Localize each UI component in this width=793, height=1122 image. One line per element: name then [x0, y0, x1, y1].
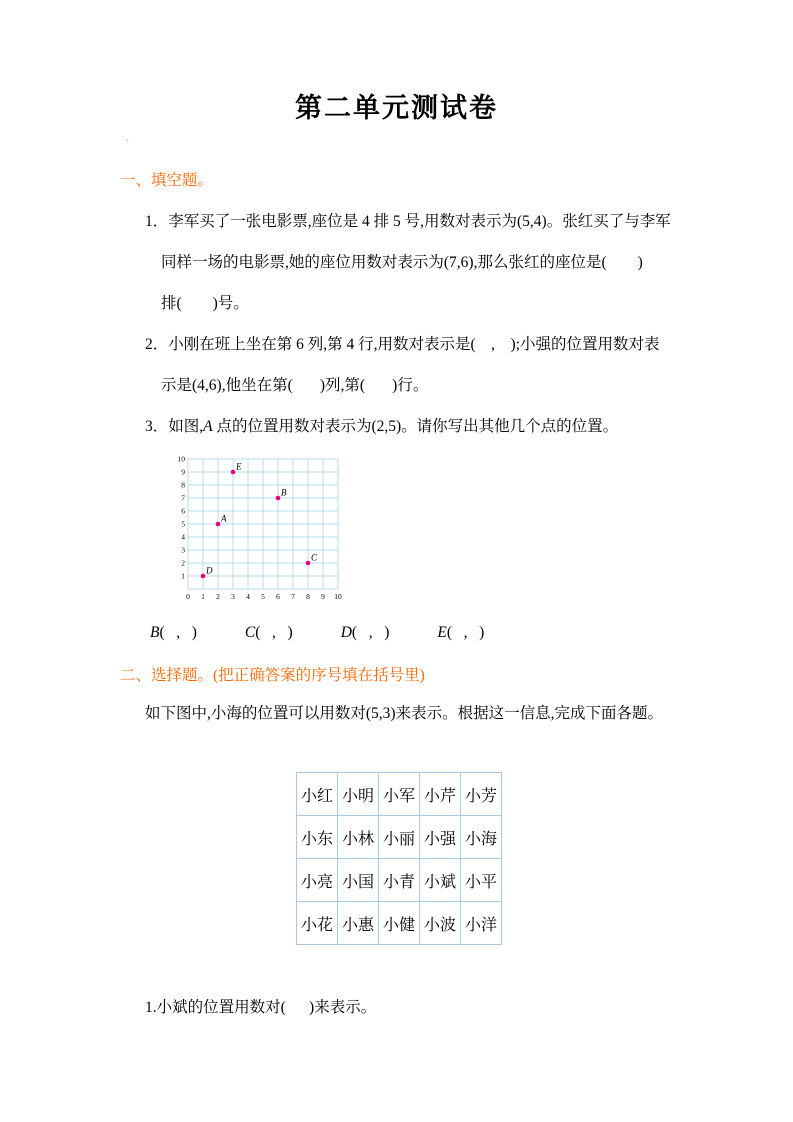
section-1-heading: 一、填空题。 — [120, 172, 214, 189]
answer-blank-e: E( , ) — [437, 624, 485, 641]
table-cell: 小芹 — [420, 773, 461, 816]
table-cell: 小林 — [338, 816, 379, 859]
question-1-line-1: 1．李军买了一张电影票,座位是 4 排 5 号,用数对表示为(5,4)。张红买了与李军 — [145, 213, 671, 230]
table-cell: 小惠 — [338, 902, 379, 945]
question-1-line-2: 同样一场的电影票,她的座位用数对表示为(7,6),那么张红的座位是( ) — [161, 254, 643, 271]
svg-text:D: D — [206, 565, 213, 576]
names-table-body — [297, 773, 502, 945]
table-cell: 小平 — [461, 859, 502, 902]
table-cell: 小洋 — [461, 902, 502, 945]
data-point-b — [276, 496, 281, 501]
answer-blank-b: B( , ) — [150, 624, 197, 641]
table-cell: 小芳 — [461, 773, 502, 816]
svg-text:6: 6 — [276, 592, 280, 601]
table-cell: 小健 — [379, 902, 420, 945]
table-cell: 小波 — [420, 902, 461, 945]
question-3-line-1: 3．如图,A 点的位置用数对表示为(2,5)。请你写出其他几个点的位置。 — [145, 418, 619, 435]
table-cell: 小斌 — [420, 859, 461, 902]
section-2-heading: 二、选择题。(把正确答案的序号填在括号里) — [120, 667, 425, 684]
table-cell: 小亮 — [297, 859, 338, 902]
svg-text:3: 3 — [231, 592, 235, 601]
svg-text:2: 2 — [181, 558, 185, 568]
section-2-intro: 如下图中,小海的位置可以用数对(5,3)来表示。根据这一信息,完成下面各题。 — [145, 705, 663, 722]
data-point-c — [306, 561, 311, 566]
svg-text:4: 4 — [181, 532, 185, 542]
svg-text:C: C — [311, 552, 318, 563]
svg-text:9: 9 — [181, 467, 185, 477]
svg-text:8: 8 — [181, 480, 185, 490]
svg-text:E: E — [236, 461, 242, 472]
table-row — [297, 902, 502, 945]
svg-text:2: 2 — [216, 592, 220, 601]
point-answers-row — [150, 624, 793, 642]
svg-text:0: 0 — [186, 592, 190, 601]
section-2-question-1: 1.小斌的位置用数对( )来表示。 — [145, 999, 377, 1016]
page-title: 第二单元测试卷 — [295, 93, 498, 123]
names-table — [296, 772, 502, 945]
svg-text:8: 8 — [306, 592, 310, 601]
table-row — [297, 816, 502, 859]
svg-text:9: 9 — [321, 592, 325, 601]
svg-text:10: 10 — [177, 454, 185, 464]
data-point-a — [216, 522, 221, 527]
svg-text:A: A — [221, 513, 227, 524]
stray-mark: · — [126, 136, 130, 147]
table-cell: 小明 — [338, 773, 379, 816]
svg-text:7: 7 — [181, 493, 185, 503]
table-cell: 小海 — [461, 816, 502, 859]
table-row — [297, 773, 502, 816]
table-cell: 小国 — [338, 859, 379, 902]
table-cell: 小强 — [420, 816, 461, 859]
svg-text:10: 10 — [334, 592, 342, 601]
table-cell: 小东 — [297, 816, 338, 859]
svg-text:1: 1 — [201, 592, 205, 601]
table-row — [297, 859, 502, 902]
coordinate-grid-chart — [172, 453, 793, 610]
answer-blank-d: D( , ) — [340, 624, 390, 641]
table-cell: 小丽 — [379, 816, 420, 859]
table-cell: 小花 — [297, 902, 338, 945]
svg-text:3: 3 — [181, 545, 185, 555]
svg-text:B: B — [281, 487, 287, 498]
table-cell: 小青 — [379, 859, 420, 902]
point-a-letter: A — [203, 418, 213, 435]
svg-text:5: 5 — [261, 592, 265, 601]
table-cell: 小军 — [379, 773, 420, 816]
svg-text:1: 1 — [181, 571, 185, 581]
answer-blank-c: C( , ) — [244, 624, 293, 641]
coordinate-grid-svg — [172, 453, 348, 605]
svg-text:4: 4 — [246, 592, 250, 601]
question-3 — [145, 406, 693, 447]
svg-text:7: 7 — [291, 592, 295, 601]
svg-text:6: 6 — [181, 506, 185, 516]
question-1-line-3: 排( )号。 — [161, 295, 249, 312]
data-point-e — [231, 470, 236, 475]
question-2 — [145, 324, 693, 406]
question-1 — [145, 201, 693, 324]
question-2-line-1: 2．小刚在班上坐在第 6 列,第 4 行,用数对表示是( , );小强的位置用数对表 — [145, 336, 660, 353]
data-point-d — [201, 574, 206, 579]
question-2-line-2: 示是(4,6),他坐在第( )列,第( )行。 — [161, 377, 429, 394]
svg-text:5: 5 — [181, 519, 185, 529]
table-cell: 小红 — [297, 773, 338, 816]
